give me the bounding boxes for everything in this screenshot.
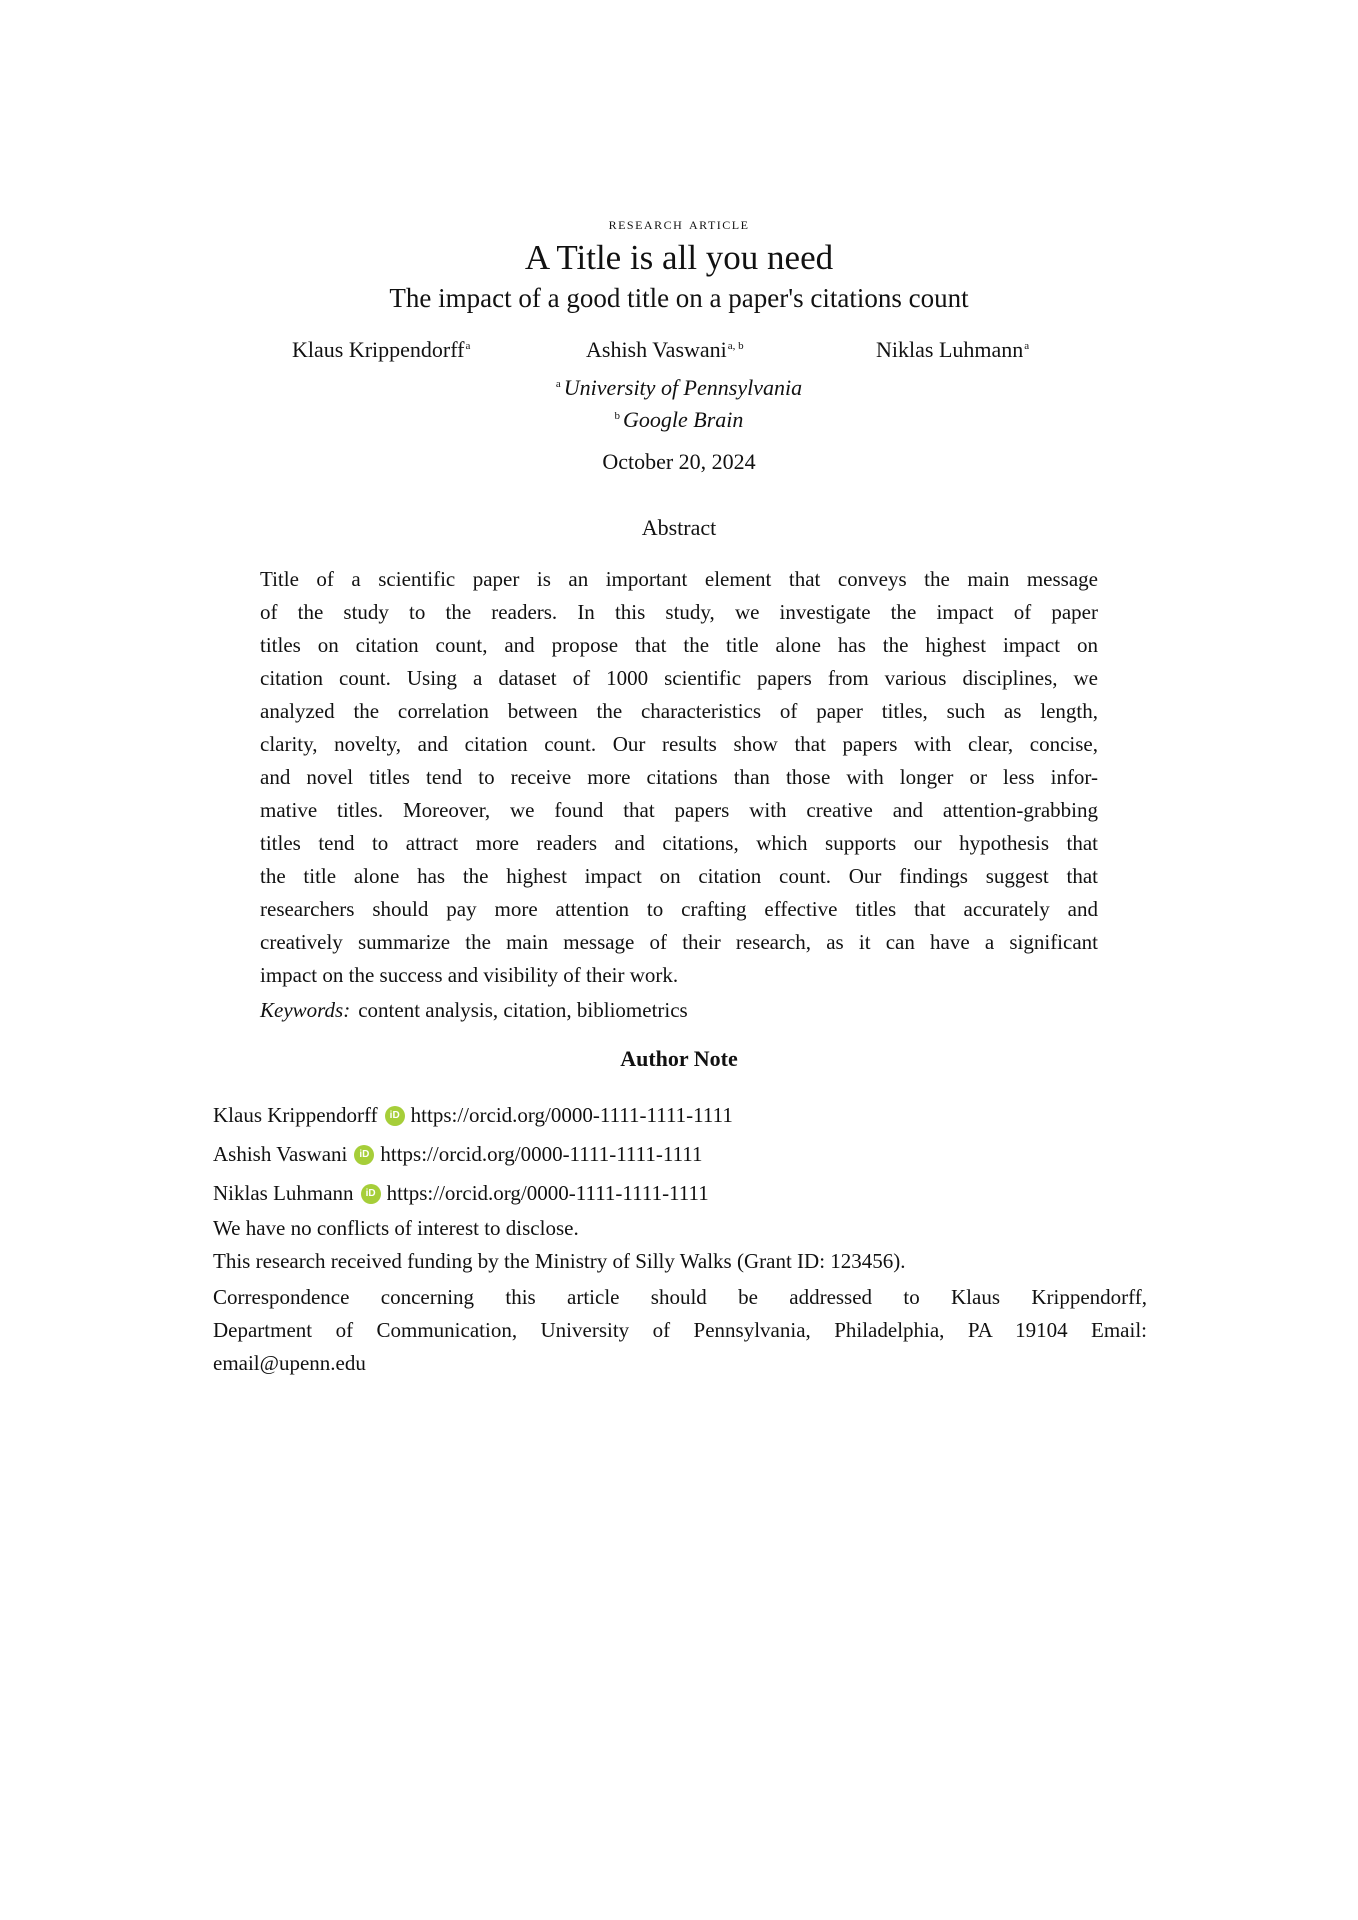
author-name: Ashish Vaswani$^{a, b}$ [586, 337, 744, 362]
orcid-link[interactable]: https://orcid.org/0000-1111-1111-1111 [386, 1181, 709, 1205]
publication-date: October 20, 2024 [602, 449, 756, 474]
orcid-author-name: Ashish Vaswani [213, 1142, 348, 1166]
keywords [260, 998, 688, 1023]
abstract-line: clarity, novelty, and citation count. Our results show that papers with clear, concise, [260, 732, 1098, 756]
abstract-line: citation count. Using a dataset of 1000 scientific papers from various disciplines, we [260, 666, 1098, 690]
correspondence-line: Correspondence concerning this article should be addressed to Klaus Krippendorff, [213, 1285, 1147, 1309]
correspondence-email[interactable]: email@upenn.edu [213, 1351, 366, 1375]
abstract-line: analyzed the correlation between the characteristics of paper titles, such as length, [260, 699, 1098, 723]
orcid-author-name: Niklas Luhmann [213, 1181, 354, 1205]
author-affiliation-mark: a, b [727, 340, 744, 352]
conflicts-statement: We have no conflicts of interest to disclose. [213, 1216, 579, 1240]
abstract-line: Title of a scientific paper is an important element that conveys the main message [260, 567, 1098, 591]
affiliation: $^b$ Google Brain [614, 407, 744, 432]
author-affiliation-mark: a [1024, 340, 1030, 352]
abstract-line: titles tend to attract more readers and citations, which supports our hypothesis that [260, 831, 1098, 855]
correspondence-line: Department of Communication, University of Pennsylvania, Philadelphia, PA 19104 Email: [213, 1318, 1147, 1342]
orcid-entry [213, 1103, 733, 1128]
funding-statement: This research received funding by the Ministry of Silly Walks (Grant ID: 123456). [213, 1249, 906, 1273]
author-affiliation-mark: a [465, 340, 471, 352]
abstract-body [260, 563, 1098, 992]
author-name: Klaus Krippendorff$^a$ [292, 337, 471, 362]
orcid-icon: iD [354, 1145, 374, 1165]
author-name: Niklas Luhmann$^a$ [876, 337, 1030, 362]
abstract-line: titles on citation count, and propose that the title alone has the highest impact on [260, 633, 1098, 657]
article-type-label: research article [608, 214, 750, 233]
abstract-line: mative titles. Moreover, we found that papers with creative and attention-grabbing [260, 798, 1098, 822]
orcid-icon: iD [361, 1184, 381, 1204]
keywords-label: Keywords: [260, 998, 351, 1022]
abstract-line: impact on the success and visibility of their work. [260, 963, 679, 987]
orcid-author-name: Klaus Krippendorff [213, 1103, 378, 1127]
abstract-line: the title alone has the highest impact on citation count. Our findings suggest that [260, 864, 1098, 888]
abstract-line: of the study to the readers. In this study, we investigate the impact of paper [260, 600, 1098, 624]
orcid-icon: iD [385, 1106, 405, 1126]
keywords-value: content analysis, citation, bibliometrics [358, 998, 688, 1022]
orcid-link[interactable]: https://orcid.org/0000-1111-1111-1111 [410, 1103, 733, 1127]
abstract-line: and novel titles tend to receive more citations than those with longer or less infor- [260, 765, 1098, 789]
affiliation: $^a$ University of Pennsylvania [555, 375, 803, 400]
orcid-link[interactable]: https://orcid.org/0000-1111-1111-1111 [380, 1142, 703, 1166]
paper-title: A Title is all you need [524, 238, 834, 277]
abstract-line: creatively summarize the main message of their research, as it can have a significant [260, 930, 1098, 954]
correspondence-statement [213, 1281, 1147, 1380]
abstract-heading: Abstract [641, 515, 717, 540]
paper-subtitle: The impact of a good title on a paper's citations count [389, 283, 969, 313]
abstract-line: researchers should pay more attention to crafting effective titles that accurately and [260, 897, 1098, 921]
orcid-entry [213, 1181, 709, 1206]
author-note-heading: Author Note [620, 1046, 738, 1071]
orcid-entry [213, 1142, 703, 1167]
